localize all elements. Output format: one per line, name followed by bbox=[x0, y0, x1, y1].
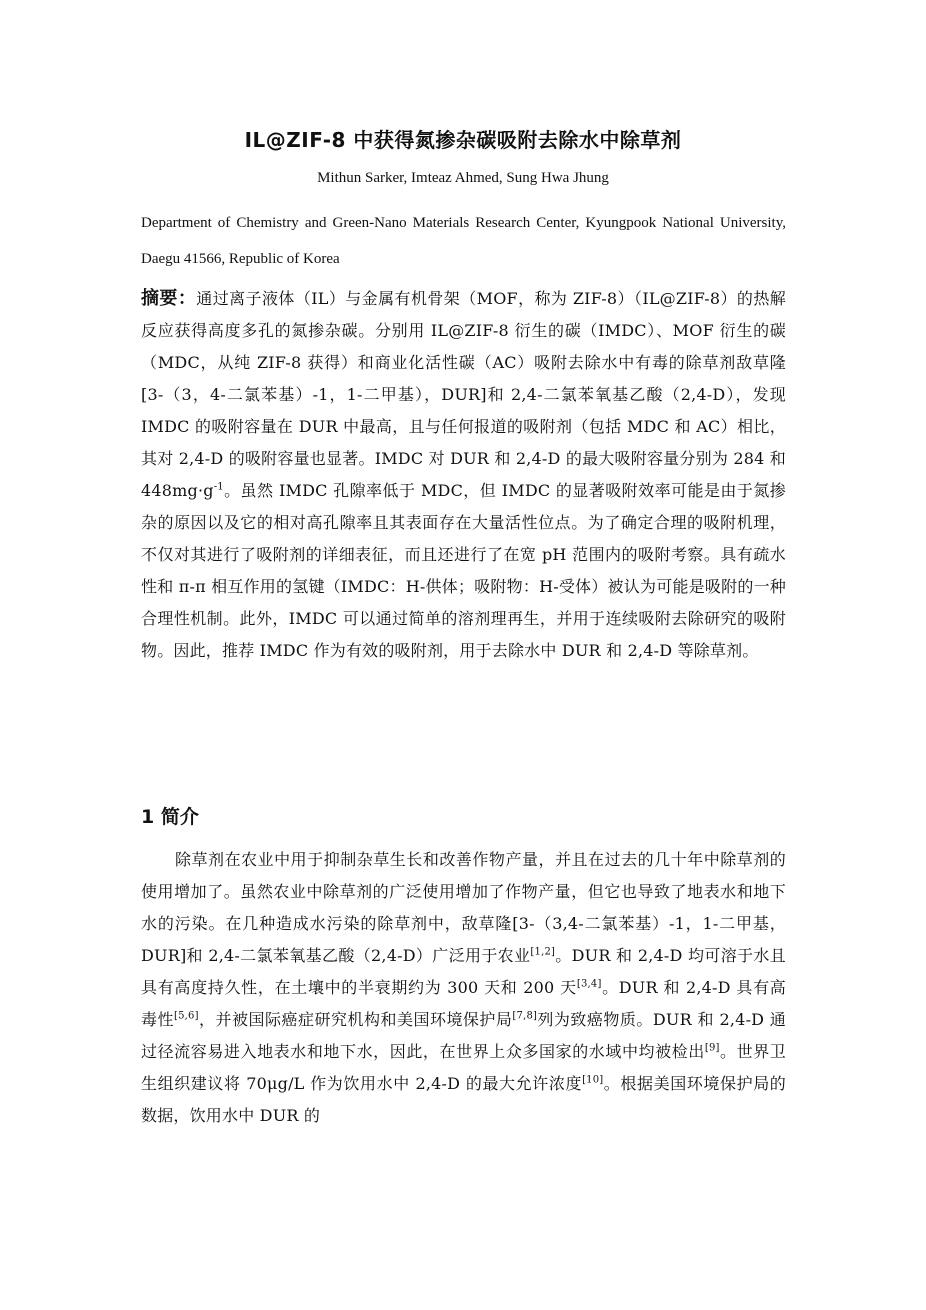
citation-ref[interactable]: [5,6] bbox=[174, 1010, 199, 1022]
intro-text: 。世界卫生组织建议将 70μg/L 作为饮用水中 2,4-D 的最大允许浓度 bbox=[141, 1042, 786, 1093]
abstract-superscript: -1 bbox=[213, 481, 224, 493]
intro-text: 列为致癌物质。DUR 和 2,4-D 通过径流容易进入地表水和地下水，因此，在世界上众多国家的水域中均被检出 bbox=[141, 1010, 786, 1061]
abstract-paragraph bbox=[141, 283, 786, 667]
paper-title: IL@ZIF-8 中获得氮掺杂碳吸附去除水中除草剂 bbox=[244, 128, 682, 152]
intro-text: ，并被国际癌症研究机构和美国环境保护局 bbox=[198, 1010, 513, 1029]
citation-ref[interactable]: [9] bbox=[704, 1042, 720, 1054]
author-list: Mithun Sarker, Imteaz Ahmed, Sung Hwa Jhung bbox=[317, 170, 609, 186]
abstract-text-part1: 通过离子液体（IL）与金属有机骨架（MOF，称为 ZIF-8）（IL@ZIF-8）的热解反应获得高度多孔的氮掺杂碳。分别用 IL@ZIF-8 衍生的碳（IMDC）、MOF 衍生的碳（MDC，从纯 ZIF-8 获得）和商业化活性碳（AC）吸附去除水中有毒的除草剂敌草隆[3-（3，4-二氯苯基）-1，1-二甲基），DUR]和 2,4-二氯苯氧基乙酸（2,4-D），发现 IMDC 的吸附容量在 DUR 中最高，且与任何报道的吸附剂（包括 MDC 和 AC）相比，其对 2,4-D 的吸附容量也显著。IMDC 对 DUR 和 2,4-D 的最大吸附容量分别为 284 和 448mg·g bbox=[141, 289, 786, 500]
citation-ref[interactable]: [10] bbox=[582, 1074, 604, 1086]
intro-text: 。根据美国环境保护局的数据，饮用水中 DUR 的 bbox=[141, 1074, 786, 1125]
citation-ref[interactable]: [7,8] bbox=[512, 1010, 538, 1022]
abstract-text-part2: 。虽然 IMDC 孔隙率低于 MDC，但 IMDC 的显著吸附效率可能是由于氮掺杂的原因以及它的相对高孔隙率且其表面存在大量活性位点。为了确定合理的吸附机理，不仅对其进行了吸附剂的详细表征，而且还进行了在宽 pH 范围内的吸附考察。具有疏水性和 π-π 相互作用的氢键（IMDC：H-供体；吸附物：H-受体）被认为可能是吸附的一种合理性机制。此外，IMDC 可以通过简单的溶剂理再生，并用于连续吸附去除研究的吸附物。因此，推荐 IMDC 作为有效的吸附剂，用于去除水中 DUR 和 2,4-D 等除草剂。 bbox=[141, 481, 786, 660]
abstract-label: 摘要： bbox=[141, 288, 197, 309]
citation-ref[interactable]: [3,4] bbox=[576, 978, 602, 990]
affiliation: Department of Chemistry and Green-Nano Materials Research Center, Kyungpook National University, Daegu 41566, Republic of Korea bbox=[141, 215, 786, 267]
intro-text: 除草剂在农业中用于抑制杂草生长和改善作物产量，并且在过去的几十年中除草剂的使用增加了。虽然农业中除草剂的广泛使用增加了作物产量，但它也导致了地表水和地下水的污染。在几种造成水污染的除草剂中，敌草隆[3-（3,4-二氯苯基）-1，1-二甲基，DUR]和 2,4-二氯苯氧基乙酸（2,4-D）广泛用于农业 bbox=[141, 850, 786, 965]
intro-text: 。DUR 和 2,4-D 均可溶于水且具有高度持久性，在土壤中的半衰期约为 300 天和 200 天 bbox=[141, 946, 786, 997]
citation-ref[interactable]: [1,2] bbox=[530, 946, 556, 958]
intro-text: 。DUR 和 2,4-D 具有高毒性 bbox=[141, 978, 787, 1029]
introduction-paragraph bbox=[141, 844, 786, 1132]
section-heading-introduction: 1 简介 bbox=[141, 806, 199, 828]
